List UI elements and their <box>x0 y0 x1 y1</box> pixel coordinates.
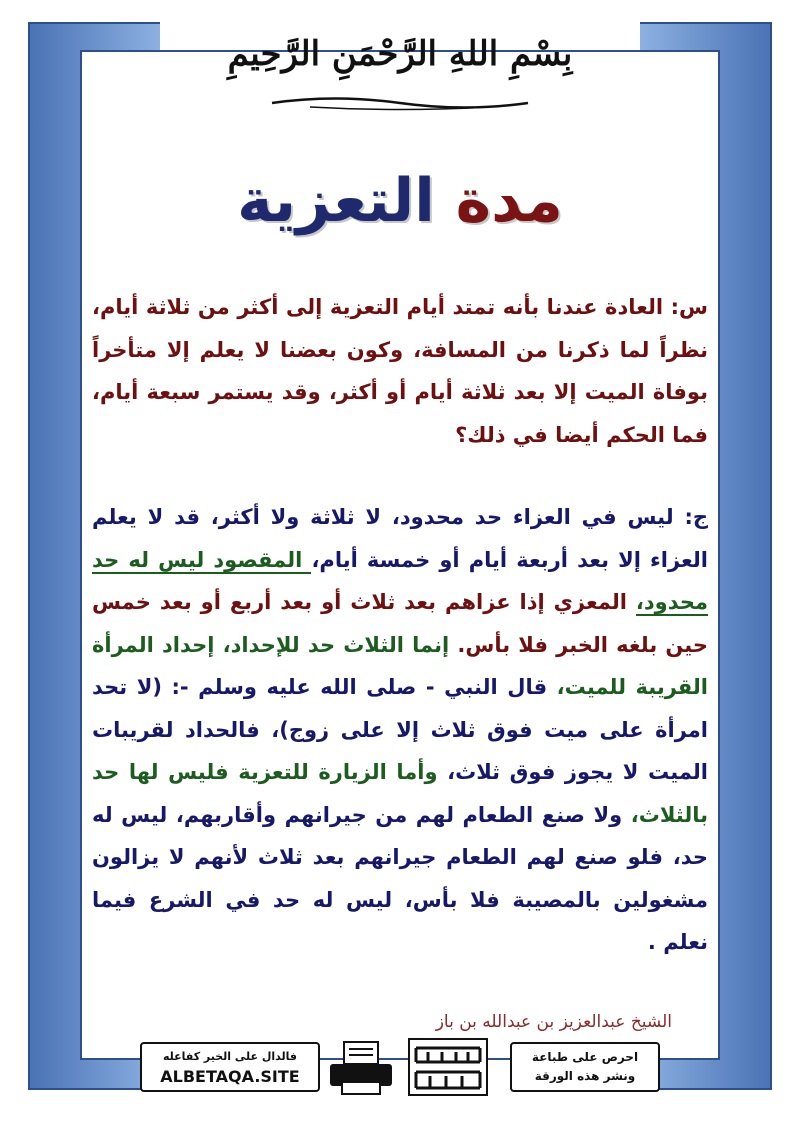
answer-sentence-8: ولا صنع الطعام لهم من جيرانهم وأقاربهم، ليس له حد، فلو صنع لهم الطعام جيرانهم بعد ثلاث لأنهم لا يزالون مشغولين بالمصيبة فلا بأس، ليس له حد في الشرع فيما نعلم . <box>92 802 708 954</box>
footer <box>140 1036 660 1096</box>
basmala-calligraphy: بِسْمِ اللهِ الرَّحْمَنِ الرَّحِيمِ <box>227 34 573 74</box>
page-content <box>92 30 708 1030</box>
title-word-1: مدة <box>455 166 563 236</box>
footer-site-link[interactable]: ALBETAQA.SITE <box>160 1067 300 1086</box>
answer-sentence-5: قال النبي - صلى الله عليه وسلم -: (لا تحد امرأة على ميت فوق ثلاث إلا على زوج)، <box>92 675 708 742</box>
answer-paragraph <box>92 496 708 964</box>
answer-sentence-7: وأما الزيارة للتعزية فليس لها حد بالثلاث، <box>92 760 708 827</box>
answer-sentence-2: المقصود ليس له حد محدود، <box>92 547 708 614</box>
question-paragraph: س: العادة عندنا بأنه تمتد أيام التعزية إلى أكثر من ثلاثة أيام، نظراً لما ذكرنا من المسافة، وكون بعضنا لا يعلم إلا متأخراً بوفاة الميت إلا بعد ثلاثة أيام أو أكثر، وقد يستمر سبعة أيام، فما الحكم أيضا في ذلك؟ <box>92 295 708 447</box>
basmala-flourish-icon <box>270 94 530 112</box>
footer-motto: فالدال على الخير كفاعله <box>162 1050 298 1063</box>
footer-print-line1: احرص على طباعة <box>531 1050 639 1064</box>
answer-sentence-3: المعزي إذا عزاهم بعد ثلاث أو بعد أربع أو بعد خمس حين بلغه الخبر فلا بأس. <box>92 590 708 657</box>
answer-sentence-6: فالحداد لقريبات الميت لا يجوز فوق ثلاث، <box>92 717 708 784</box>
answer-sentence-1: ج: ليس في العزاء حد محدود، لا ثلاثة ولا أكثر، قد لا يعلم العزاء إلا بعد أربعة أيام أو خمسة أيام، <box>92 505 708 572</box>
footer-print-box <box>510 1042 660 1092</box>
dawah-logo-icon <box>408 1038 488 1096</box>
answer-sentence-4: إنما الثلاث حد للإحداد، إحداد المرأة القريبة للميت، <box>92 632 708 699</box>
footer-print-line2: ونشر هذه الورقة <box>534 1069 636 1083</box>
title-word-2: التعزية <box>237 166 435 236</box>
footer-site-box <box>140 1042 320 1092</box>
page-title <box>92 166 708 236</box>
signature-author: الشيخ عبدالعزيز بن عبدالله بن باز <box>435 1012 672 1032</box>
printer-icon <box>326 1040 396 1096</box>
